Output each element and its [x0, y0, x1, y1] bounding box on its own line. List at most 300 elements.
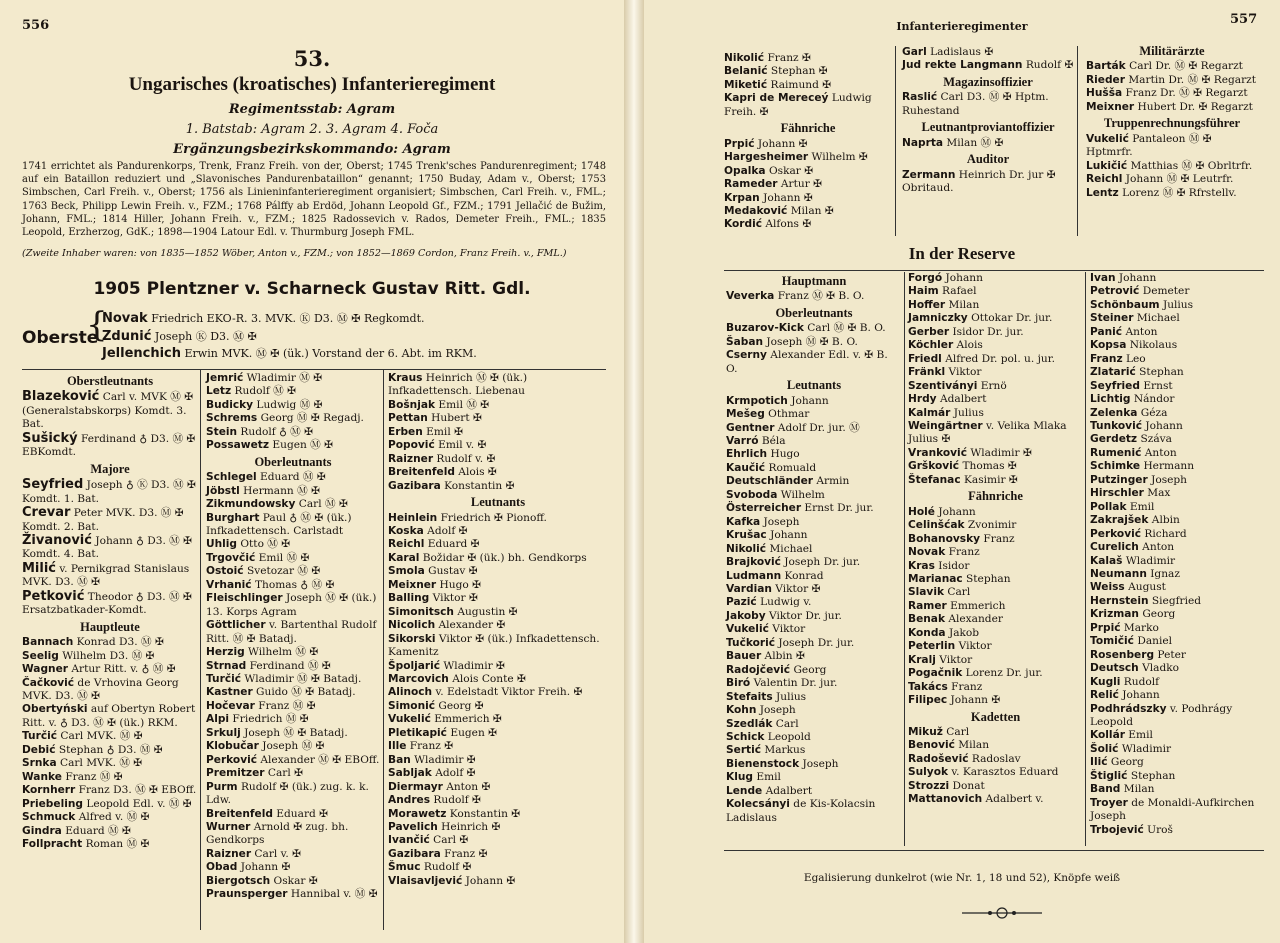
given-name-and-rank: Anton [1122, 325, 1158, 338]
divider-top-left [22, 369, 606, 370]
roster-entry [206, 592, 380, 619]
given-name-and-rank: Adolf ✠ [423, 524, 468, 537]
given-name-and-rank: Adolf Dr. jur. Ⓜ [774, 421, 860, 434]
surname: Alpi [206, 713, 230, 726]
surname: Simonić [388, 699, 436, 712]
surname: Pogačnik [908, 667, 963, 680]
given-name-and-rank: Johann [787, 394, 829, 407]
roster-entry [1090, 460, 1264, 473]
surname: Seelig [22, 649, 59, 662]
roster-entry [22, 432, 198, 460]
roster-entry [388, 673, 608, 686]
surname: Milić [22, 560, 57, 576]
divider-col-left-2 [383, 370, 384, 930]
given-name-and-rank: Rafael [938, 285, 977, 298]
surname: Putzinger [1090, 473, 1148, 486]
roster-entry [206, 538, 380, 551]
roster-entry [1090, 797, 1264, 824]
surname: Zikmundowsky [206, 498, 296, 511]
regiment-history: 1741 errichtet als Pandurenkorps, Trenk, Franz Freih. von der, Oberst; 1745 Trenk'sches Pandurenregiment; 1748 auf ein Bataillon reduziert und „Slavonisches Pandurenbataillon“ genannt; 1750 Buday, Adam v., Oberst; 1753 Simbschen, Carl Freih. v., Oberst; 1756 als Linieninfanterieregiment organisiert; Simbschen, Carl Freih. v., FML.; 1763 Beck, Philipp Lewin Freih. v., FZM.; 1768 Pálffy ab Erdöd, Johann Leopold Gf., FZM.; 1791 Jellačić de Bužim, Johann, FML.; 1814 Hiller, Johann Freih. v., FZM.; 1825 Radossevich v. Rados, Demeter Freih., FML.; 1835 Leopold, Erzherzog, GdK.; 1898—1904 Latour Edl. v. Thurmburg Joseph FML. [22, 161, 606, 239]
surname: Lende [726, 784, 763, 797]
surname: Kordić [724, 218, 763, 231]
given-name-and-rank: Zvonimir [964, 519, 1017, 532]
given-name-and-rank: Siegfried [1148, 594, 1202, 607]
surname: Srkulj [206, 726, 241, 739]
given-name-and-rank: Wladimir Ⓜ ✠ Batadj. [241, 672, 362, 685]
surname: Vukelić [1086, 132, 1129, 145]
roster-entry [726, 664, 902, 677]
divider-col-left-1 [200, 370, 201, 930]
surname: Seyfried [22, 477, 84, 493]
given-name-and-rank: Joseph Ⓚ D3. Ⓜ ✠ [151, 329, 257, 343]
roster-entry [206, 875, 380, 888]
roster-entry [1086, 60, 1258, 73]
given-name-and-rank: Johann [766, 529, 808, 542]
roster-entry [22, 784, 198, 797]
roster-entry [908, 681, 1083, 694]
roster-entry [388, 512, 608, 525]
surname: Strozzi [908, 779, 950, 792]
roster-entry [1090, 743, 1264, 756]
roster-entry [206, 727, 380, 740]
given-name-and-rank: Johann ✠ [759, 191, 813, 204]
roster-entry [1090, 541, 1264, 554]
section-heading: Fähnriche [780, 121, 836, 136]
given-name-and-rank: Ferdinand ♁ D3. Ⓜ ✠ EBKomdt. [22, 432, 196, 459]
roster-entry [908, 506, 1083, 519]
given-name-and-rank: Franz ✠ [440, 847, 488, 860]
roster-entry [726, 583, 902, 596]
roster-entry [388, 767, 608, 780]
surname: Varró [726, 434, 759, 447]
given-name-and-rank: Peter MVK. D3. Ⓜ ✠ Komdt. 2. Bat. [22, 507, 184, 533]
roster-entry [206, 700, 380, 713]
given-name-and-rank: Isidor [934, 559, 970, 572]
roster-entry [206, 372, 380, 385]
left-column-3 [388, 372, 608, 888]
surname: Ilić [1090, 756, 1108, 769]
roster-entry [726, 744, 902, 757]
roster-entry [724, 205, 892, 218]
roster-entry [388, 466, 608, 479]
roster-entry [726, 349, 902, 376]
colonel-entry [102, 328, 477, 346]
surname: Vukelić [388, 713, 431, 726]
surname: Kraus [388, 372, 423, 384]
section-heading: Majore [90, 461, 130, 476]
given-name-and-rank: Uroš [1143, 823, 1173, 836]
surname: Jamniczky [908, 312, 968, 325]
roster-entry [724, 52, 892, 65]
surname: Meixner [388, 578, 437, 591]
roster-entry [908, 353, 1083, 366]
surname: Strnad [206, 659, 247, 672]
surname: Pettan [388, 412, 428, 425]
roster-entry [1086, 173, 1258, 186]
roster-entry [388, 453, 608, 466]
surname: Haim [908, 285, 939, 298]
given-name-and-rank: Anton [1141, 446, 1177, 459]
given-name-and-rank: Vladko [1138, 662, 1180, 675]
surname: Rosenberg [1090, 648, 1155, 661]
given-name-and-rank: Joseph [1147, 473, 1188, 486]
surname: Gindra [22, 824, 62, 837]
given-name-and-rank: Ernst [1139, 379, 1173, 392]
surname: Kafka [726, 515, 761, 528]
given-name-and-rank: Anton [1138, 541, 1175, 554]
roster-entry [388, 579, 608, 592]
roster-entry [1090, 366, 1264, 379]
surname: Turčić [22, 730, 58, 743]
right-column-3 [1086, 42, 1258, 200]
oberste-list [102, 310, 477, 363]
given-name-and-rank: Michael [1133, 312, 1180, 325]
given-name-and-rank: Ignaz [1146, 567, 1180, 580]
roster-entry [1090, 447, 1264, 460]
roster-entry [726, 516, 902, 529]
surname: Klobučar [206, 740, 259, 753]
page-number-left: 556 [22, 18, 50, 33]
surname: Tunković [1090, 419, 1143, 432]
roster-entry [908, 586, 1083, 599]
surname: Garl [902, 46, 927, 58]
given-name-and-rank: Lorenz Ⓜ ✠ Rfrstellv. [1118, 186, 1237, 199]
surname: Pollak [1090, 500, 1127, 513]
given-name-and-rank: Carl MVK. Ⓜ ✠ [56, 757, 143, 770]
given-name-and-rank: v. Karasztos Eduard [948, 766, 1059, 779]
surname: Hrdy [908, 393, 937, 406]
given-name-and-rank: Arnold ✠ zug. bh. Gendkorps [206, 820, 349, 847]
given-name-and-rank: Ludwig v. [756, 596, 812, 609]
section-heading: Leutnants [470, 495, 526, 510]
surname: Kapri de Mereceý [724, 92, 829, 105]
surname: Band [1090, 783, 1121, 796]
roster-entry [908, 460, 1083, 473]
given-name-and-rank: Heinrich Dr. jur ✠ Obritaud. [902, 168, 1056, 195]
surname: Jud rekte Langmann [902, 59, 1023, 72]
given-name-and-rank: Joseph [799, 757, 839, 770]
given-name-and-rank: Stephan [1127, 769, 1176, 782]
roster-entry [908, 793, 1083, 806]
left-column-2 [206, 372, 380, 902]
surname: Relić [1090, 689, 1119, 702]
given-name-and-rank: de Monaldi-Aufkirchen Joseph [1090, 796, 1255, 823]
surname: Perković [1090, 527, 1142, 540]
roster-entry [1086, 101, 1258, 114]
given-name-and-rank: Eduard ✠ [424, 538, 480, 551]
surname: Sabljak [388, 767, 432, 780]
surname: Jöbstl [206, 484, 240, 497]
roster-entry [206, 821, 380, 848]
surname: Schönbaum [1090, 298, 1160, 311]
roster-entry [908, 519, 1083, 532]
given-name-and-rank: Carl [772, 717, 799, 730]
given-name-and-rank: Julius [1159, 298, 1194, 311]
surname: Holé [908, 505, 935, 518]
reserve-title: In der Reserve [908, 244, 1016, 263]
surname: Kolecsányi [726, 798, 790, 811]
given-name-and-rank: Milan [1120, 783, 1155, 796]
given-name-and-rank: Emil [1126, 500, 1155, 513]
given-name-and-rank: Albin ✠ [761, 650, 805, 663]
roster-entry [22, 677, 198, 704]
surname: Steiner [1090, 312, 1134, 325]
roster-entry [388, 439, 608, 452]
surname: Bohanovsky [908, 532, 981, 545]
surname: Zlatarić [1090, 366, 1136, 379]
surname: Kaučić [726, 461, 766, 474]
surname: Alinoch [388, 686, 433, 699]
given-name-and-rank: Alexander Edl. v. ✠ B. O. [726, 349, 888, 375]
surname: Simonitsch [388, 605, 454, 618]
given-name-and-rank: Carl MVK. Ⓜ ✠ [57, 730, 143, 743]
given-name-and-rank: Alois Conte ✠ [448, 672, 526, 685]
given-name-and-rank: Johann ✠ [237, 861, 291, 874]
roster-entry [902, 91, 1074, 118]
roster-entry [726, 704, 902, 717]
surname: Srnka [22, 757, 57, 770]
surname: Budicky [206, 398, 254, 411]
given-name-and-rank: Donat [949, 779, 985, 792]
surname: Marianac [908, 572, 963, 585]
given-name-and-rank: Alfred v. Ⓜ ✠ [75, 811, 150, 824]
given-name-and-rank: Wladimir ✠ [966, 446, 1032, 459]
given-name-and-rank: Milan ✠ [787, 204, 834, 217]
given-name-and-rank: v. Edelstadt Viktor Freih. ✠ [432, 686, 583, 699]
given-name-and-rank: Georg [1138, 608, 1176, 621]
surname: Wagner [22, 663, 68, 676]
roster-entry [908, 667, 1083, 680]
surname: Burghart [206, 511, 260, 524]
recruiting-district: Ergänzungsbezirkskommando: Agram [173, 142, 451, 157]
surname: Kugli [1090, 675, 1121, 688]
roster-entry [726, 435, 902, 448]
surname: Schimke [1090, 460, 1141, 473]
given-name-and-rank: Franz Ⓜ ✠ B. O. [774, 290, 865, 303]
roster-entry [1090, 380, 1264, 393]
given-name-and-rank: Emil [1124, 729, 1153, 742]
given-name-and-rank: auf Obertyn Robert Ritt. v. ♁ D3. Ⓜ ✠ (ük.) RKM. [22, 703, 196, 729]
divider-bottom [724, 850, 1264, 851]
roster-entry [908, 339, 1083, 352]
roster-entry [1090, 662, 1264, 675]
given-name-and-rank: Alfred Dr. pol. u. jur. [941, 352, 1055, 365]
roster-entry [206, 713, 380, 726]
roster-entry [1090, 312, 1264, 325]
surname: Vukelić [726, 623, 769, 636]
roster-entry [724, 138, 892, 151]
roster-entry [388, 565, 608, 578]
given-name-and-rank: Johann ✠ [462, 874, 516, 887]
surname: Bauer [726, 650, 762, 663]
roster-entry [388, 686, 608, 699]
given-name-and-rank: Thomas ✠ [959, 460, 1017, 473]
roster-entry [206, 512, 380, 539]
surname: Schlegel [206, 471, 257, 484]
surname: Benak [908, 613, 945, 626]
section-heading: Oberleutnants [775, 305, 853, 320]
surname: Ivan [1090, 272, 1116, 284]
given-name-and-rank: Viktor ✠ [429, 592, 478, 605]
surname: Praunsperger [206, 888, 288, 901]
given-name-and-rank: Száva [1137, 433, 1172, 446]
surname: Letz [206, 385, 232, 398]
surname: Lichtig [1090, 393, 1131, 406]
given-name-and-rank: Johann ✠ [754, 137, 808, 150]
surname: Živanović [22, 532, 92, 548]
roster-entry [908, 326, 1083, 339]
given-name-and-rank: Oskar ✠ [270, 874, 318, 887]
roster-entry [22, 590, 198, 618]
surname: Kopsa [1090, 339, 1127, 352]
surname: Popović [388, 439, 435, 452]
roster-entry [724, 79, 892, 92]
surname: Trgovčić [206, 551, 256, 564]
surname: Podhrádszky [1090, 702, 1167, 715]
roster-entry [388, 727, 608, 740]
surname: Krušac [726, 529, 767, 542]
roster-entry [902, 46, 1074, 59]
right-column-1 [724, 52, 892, 232]
roster-entry [726, 637, 902, 650]
roster-entry [206, 767, 380, 780]
roster-entry [388, 412, 608, 425]
given-name-and-rank: Ernst Dr. jur. [801, 502, 874, 515]
roster-entry [206, 861, 380, 874]
surname: Stefaits [726, 690, 773, 703]
surname: Petrović [1090, 285, 1140, 298]
oberste-brace: { [86, 305, 108, 345]
roster-entry [206, 498, 380, 511]
roster-entry [726, 322, 902, 335]
roster-entry [908, 613, 1083, 626]
given-name-and-rank: Božidar ✠ (ük.) bh. Gendkorps [419, 551, 587, 564]
surname: Österreicher [726, 502, 802, 515]
roster-entry [206, 781, 380, 808]
given-name-and-rank: Ladislaus ✠ [926, 46, 994, 58]
surname: Karal [388, 551, 420, 564]
surname: Diermayr [388, 780, 443, 793]
roster-entry [726, 290, 902, 303]
roster-entry [908, 780, 1083, 793]
roster-entry [1086, 87, 1258, 100]
roster-entry [908, 407, 1083, 420]
given-name-and-rank: Ferdinand Ⓜ ✠ [246, 659, 331, 672]
given-name-and-rank: Carl ✠ [429, 834, 469, 847]
given-name-and-rank: Joseph [756, 704, 796, 717]
surname: Nikolić [726, 542, 767, 555]
given-name-and-rank: Carl [942, 725, 970, 738]
roster-entry [908, 654, 1083, 667]
surname: Ivančić [388, 834, 430, 847]
given-name-and-rank: Géza [1137, 406, 1168, 419]
roster-entry [726, 798, 902, 825]
roster-entry [1090, 783, 1264, 796]
surname: Rameder [724, 178, 778, 191]
roster-entry [1090, 433, 1264, 446]
section-heading: Truppenrechnungsführer [1103, 116, 1241, 131]
given-name-and-rank: Leopold [764, 730, 811, 743]
roster-entry [388, 538, 608, 551]
given-name-and-rank: Jakob [945, 626, 980, 639]
given-name-and-rank: Viktor [955, 640, 992, 653]
facing-colour-note: Egalisierung dunkelrot (wie Nr. 1, 18 und 52), Knöpfe weiß [803, 872, 1121, 884]
surname: Klug [726, 771, 753, 784]
given-name-and-rank: Béla [758, 434, 786, 447]
roster-entry [908, 420, 1083, 447]
roster-entry [726, 771, 902, 784]
roster-entry [724, 192, 892, 205]
given-name-and-rank: Artur Ritt. v. ♁ Ⓜ ✠ [68, 663, 176, 676]
surname: Kornherr [22, 784, 76, 797]
given-name-and-rank: Wilhelm Ⓜ ✠ [244, 646, 319, 659]
given-name-and-rank: Alois [953, 339, 983, 352]
surname: Raizner [206, 847, 252, 860]
running-head: Infanterieregimenter [896, 20, 1028, 33]
given-name-and-rank: Martin Dr. Ⓜ ✠ Regarzt [1124, 73, 1256, 86]
surname: Kalmár [908, 406, 951, 419]
surname: Forgó [908, 272, 943, 284]
surname: Radošević [908, 752, 969, 765]
roster-entry [726, 785, 902, 798]
section-heading: Hauptmann [781, 274, 847, 288]
given-name-and-rank: Carl Ⓜ ✠ B. O. [803, 322, 886, 335]
given-name-and-rank: Konstantin ✠ [440, 479, 515, 492]
given-name-and-rank: Max [1143, 487, 1171, 500]
surname: Raizner [388, 452, 434, 465]
section-heading: Leutnantproviantoffizier [921, 120, 1055, 135]
surname: Peterlin [908, 640, 956, 653]
roster-entry [388, 754, 608, 767]
roster-entry [908, 366, 1083, 379]
roster-entry [726, 489, 902, 502]
given-name-and-rank: Joseph ♁ Ⓚ D3. Ⓜ ✠ Komdt. 1. Bat. [22, 479, 196, 505]
given-name-and-rank: Thomas ♁ Ⓜ ✠ [251, 578, 335, 591]
section-heading: Leutnants [786, 378, 842, 393]
roster-entry [388, 480, 608, 493]
surname: Krizman [1090, 608, 1139, 621]
given-name-and-rank: Svetozar Ⓜ ✠ [243, 565, 321, 578]
surname: Mattanovich [908, 793, 983, 806]
roster-entry [22, 636, 198, 649]
surname: Göttlicher [206, 619, 266, 632]
given-name-and-rank: Georg [1107, 756, 1144, 769]
oberste-label: Oberste [22, 328, 99, 348]
roster-entry [206, 646, 380, 659]
given-name-and-rank: Richard [1141, 527, 1187, 540]
given-name-and-rank: Franz ✠ [406, 740, 454, 753]
roster-entry [1090, 474, 1264, 487]
surname: Fränkl [908, 366, 946, 379]
roster-entry [908, 546, 1083, 559]
surname: Erben [388, 425, 423, 438]
given-name-and-rank: Rudolf ♁ Ⓜ ✠ [237, 425, 314, 438]
given-name-and-rank: Hermann Ⓜ ✠ [239, 484, 320, 497]
given-name-and-rank: Adalbert [762, 784, 813, 797]
given-name-and-rank: Romuald [765, 461, 817, 474]
given-name-and-rank: Rudolf v. ✠ [433, 452, 496, 465]
roster-entry [206, 808, 380, 821]
roster-entry [1090, 635, 1264, 648]
given-name-and-rank: Franz [980, 532, 1015, 545]
roster-entry [388, 808, 608, 821]
surname: Medaković [724, 204, 788, 217]
roster-entry [206, 579, 380, 592]
given-name-and-rank: Marko [1120, 621, 1159, 634]
surname: Ostoić [206, 565, 244, 578]
colonel-entry [102, 310, 477, 328]
divider-reserve [724, 270, 1264, 271]
